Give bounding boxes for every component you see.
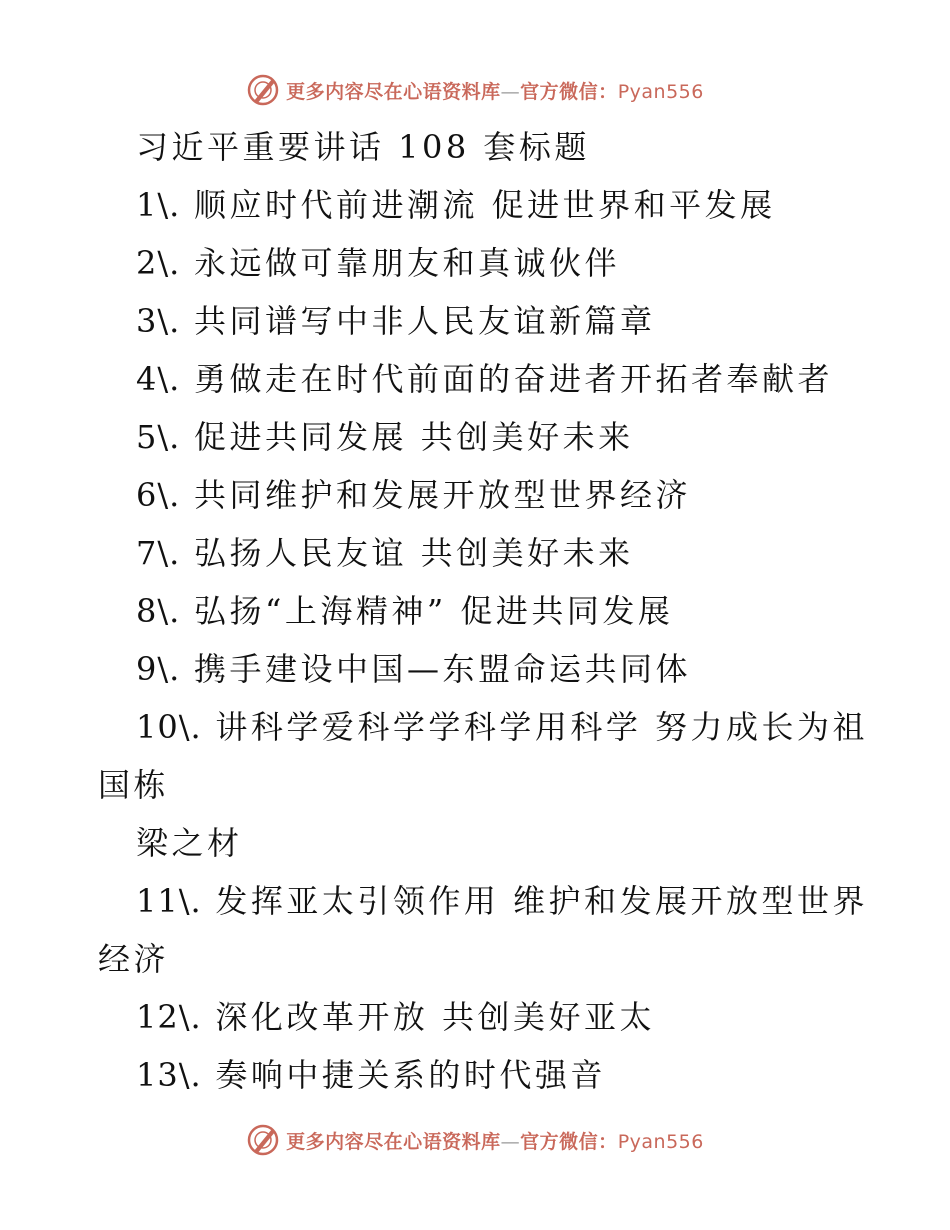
- watermark-slogan: 更多内容尽在心语资料库: [286, 1130, 501, 1153]
- item-text: 促进共同发展 共创美好未来: [193, 418, 634, 456]
- list-item-continuation: [98, 756, 169, 814]
- list-item: [136, 408, 634, 466]
- watermark-text: [286, 77, 704, 104]
- list-item: [136, 350, 833, 408]
- watermark-footer: [0, 1120, 950, 1160]
- item-number: 2\.: [136, 244, 181, 282]
- item-number: 5\.: [136, 418, 181, 456]
- list-item-continuation: [136, 814, 243, 872]
- list-item: [136, 872, 868, 930]
- list-item-continuation: [98, 930, 169, 988]
- list-item: [136, 988, 655, 1046]
- item-number: 4\.: [136, 360, 181, 398]
- list-item: [136, 582, 673, 640]
- list-item: [136, 524, 634, 582]
- item-text: 讲科学爱科学学科学用科学 努力成长为祖: [215, 708, 869, 746]
- item-number: 11\.: [136, 882, 202, 920]
- watermark-header: [0, 70, 950, 110]
- item-text: 弘扬人民友谊 共创美好未来: [193, 534, 634, 572]
- item-number: 1\.: [136, 186, 181, 224]
- watermark-text: [286, 1127, 704, 1154]
- document-title: 习近平重要讲话 108 套标题: [136, 128, 590, 166]
- list-item: [136, 176, 776, 234]
- list-item: [136, 698, 868, 756]
- list-item: [136, 466, 691, 524]
- item-text: 共同谱写中非人民友谊新篇章: [193, 302, 656, 340]
- item-text: 深化改革开放 共创美好亚太: [215, 998, 656, 1036]
- watermark-label: 官方微信：: [520, 80, 618, 103]
- item-number: 6\.: [136, 476, 181, 514]
- item-number: 7\.: [136, 534, 181, 572]
- item-number: 10\.: [136, 708, 202, 746]
- item-text: 梁之材: [136, 824, 243, 862]
- item-text: 携手建设中国—东盟命运共同体: [193, 650, 691, 688]
- item-number: 9\.: [136, 650, 181, 688]
- item-text: 经济: [98, 940, 170, 978]
- list-item: [136, 292, 656, 350]
- list-item: [136, 234, 620, 292]
- item-number: 3\.: [136, 302, 181, 340]
- item-text: 永远做可靠朋友和真诚伙伴: [193, 244, 620, 282]
- watermark-label: 官方微信：: [520, 1130, 618, 1153]
- item-number: 8\.: [136, 592, 181, 630]
- item-text: 勇做走在时代前面的奋进者开拓者奉献者: [193, 360, 833, 398]
- list-item: [136, 640, 691, 698]
- pen-logo-icon: [246, 1123, 280, 1157]
- item-number: 13\.: [136, 1056, 202, 1094]
- item-text: 共同维护和发展开放型世界经济: [193, 476, 691, 514]
- item-text: 顺应时代前进潮流 促进世界和平发展: [193, 186, 776, 224]
- item-number: 12\.: [136, 998, 202, 1036]
- item-text: 弘扬“上海精神” 促进共同发展: [193, 592, 674, 630]
- item-text: 发挥亚太引领作用 维护和发展开放型世界: [215, 882, 869, 920]
- watermark-id: Pyan556: [617, 80, 704, 103]
- list-item: [136, 1046, 606, 1104]
- item-text: 国栋: [98, 766, 170, 804]
- item-text: 奏响中捷关系的时代强音: [215, 1056, 606, 1094]
- watermark-separator: —: [500, 1130, 521, 1153]
- watermark-id: Pyan556: [617, 1130, 704, 1153]
- watermark-separator: —: [500, 80, 521, 103]
- watermark-slogan: 更多内容尽在心语资料库: [286, 80, 501, 103]
- pen-logo-icon: [246, 73, 280, 107]
